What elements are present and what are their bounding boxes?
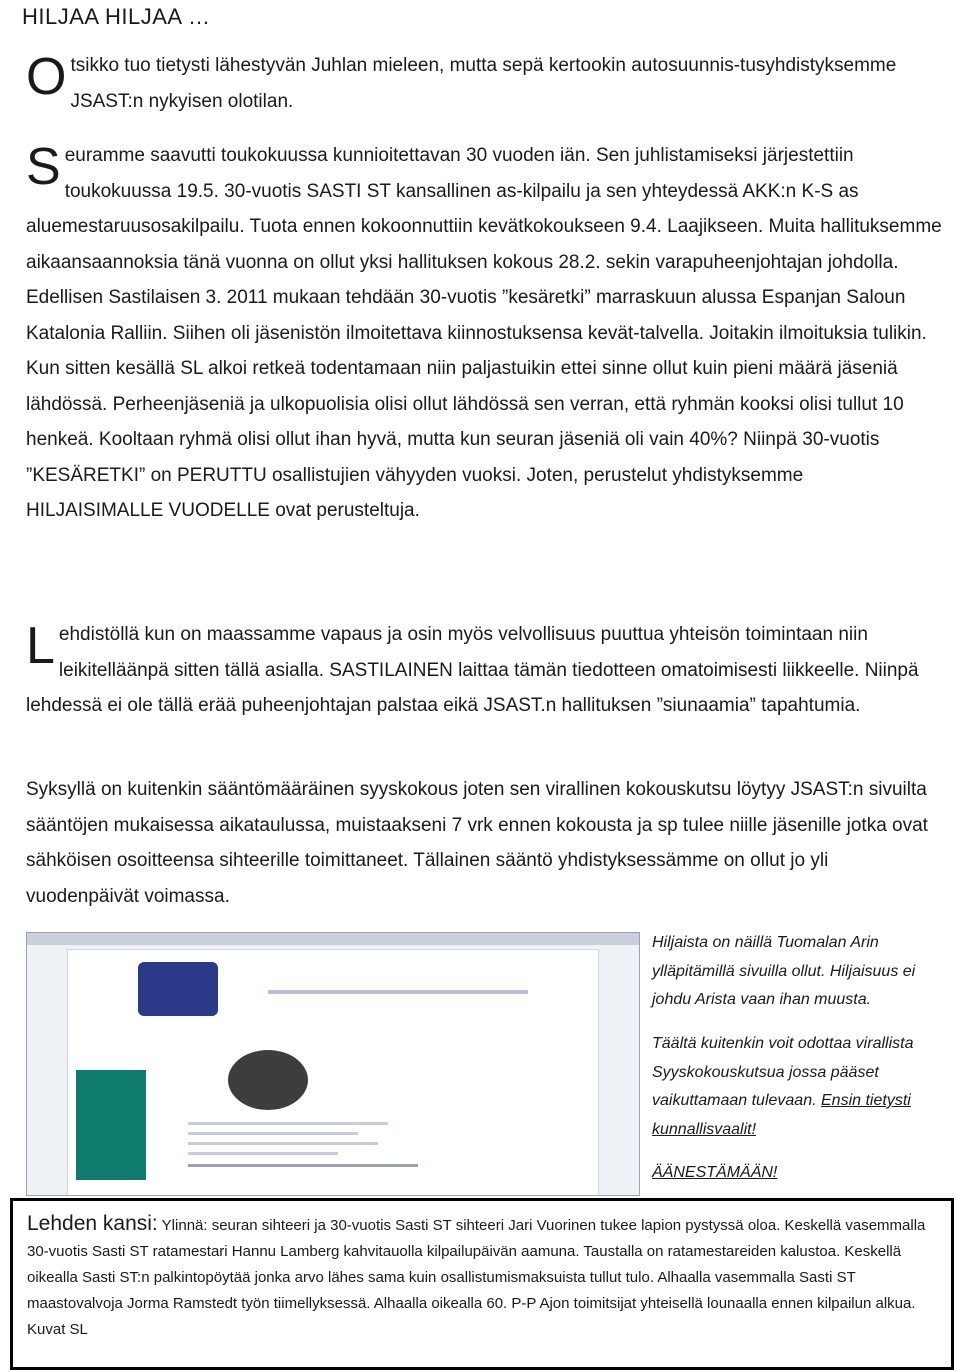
caption-text (652, 1030, 948, 1144)
paragraph-text: tsikko tuo tietysti lähestyvän Juhlan mieleen, mutta sepä kertookin autosuunnis-tusyhdistyksemme JSAST:n nykyisen olotilan. (70, 55, 897, 112)
caption-plain: Täältä kuitenkin voit odottaa virallista Syyskokouskutsua jossa pääset vaikuttamaan tulevaan. (652, 1035, 914, 1109)
website-screenshot-image (26, 932, 640, 1196)
cover-description: Ylinnä: seuran sihteeri ja 30-vuotis Sasti ST sihteeri Jari Vuorinen tukee lapion pystyssä oloa. Keskellä vasemmalla 30-vuotis Sasti ST ratamestari Hannu Lamberg kahvitauolla kilpailupäivän aamuna. Taustalla on ratamestareiden kalustoa. Keskellä oikealla Sasti ST:n palkintopöytää jonka arvo lähes sama kuin osallistumismaksuista tullut tulo. Alhaalla vasemmalla Sasti ST maastovalvoja Jorma Ramstedt työn tiimellyksessä. Alhaalla oikealla 60. P-P Ajon toimitsijat yhteisellä lounaalla ennen kilpailun alkua. Kuvat SL (27, 1217, 926, 1338)
paragraph-anniversary (26, 138, 942, 529)
vote-callout (652, 1159, 948, 1188)
paragraph-intro (26, 48, 942, 119)
content-line (188, 1164, 418, 1167)
emblem-icon (228, 1050, 308, 1110)
caption-text: Hiljaista on näillä Tuomalan Arin ylläpitämillä sivuilla ollut. Hiljaisuus ei johdu Arista vaan ihan muusta. (652, 934, 916, 1008)
caption-link[interactable]: Ensin tietysti kunnallisvaalit! (652, 1092, 911, 1138)
drop-cap: O (26, 48, 67, 106)
drop-cap: S (26, 138, 61, 196)
paragraph-text: euramme saavutti toukokuussa kunnioitettavan 30 vuoden iän. Sen juhlistamiseksi järjestettiin toukokuussa 19.5. 30-vuotis SASTI ST kansallinen as-kilpailu ja sen yhteydessä AKK:n K-S as aluemestaruusosakilpailu. Tuota ennen kokoonnuttiin kevätkokoukseen 9.4. Laajikseen. Muita hallituksemme aikaansaannoksia tänä vuonna on ollut yksi hallituksen kokous 28.2. sekin varapuheenjohtajan johdolla. Edellisen Sastilaisen 3. 2011 mukaan tehdään 30-vuotis ”kesäretki” marraskuun alussa Espanjan Saloun Katalonia Ralliin. Siihen oli jäsenistön ilmoitettava kiinnostuksensa kevät-talvella. Joitakin ilmoituksia tulikin. Kun sitten kesällä SL alkoi retkeä todentamaan niin paljastuikin ettei sinne ollut kuin pieni määrä jäseniä lähdössä. Perheenjäseniä ja ulkopuolisia olisi ollut lähdössä sen verran, että ryhmän kooksi olisi tullut 10 henkeä. Kooltaan ryhmä olisi ollut ihan hyvä, mutta kun seuran jäseniä oli vain 40%? Niinpä 30-vuotis ”KESÄRETKI” on PERUTTU osallistujien vähyyden vuoksi. Joten, perustelut yhdistyksemme HILJAISIMALLE VUODELLE ovat perusteltuja. (26, 145, 942, 521)
content-line (188, 1152, 338, 1155)
sidebar-panel (76, 1070, 146, 1180)
content-line (188, 1142, 378, 1145)
vote-link[interactable]: ÄÄNESTÄMÄÄN! (652, 1164, 778, 1181)
paragraph-text: ehdistöllä kun on maassamme vapaus ja osin myös velvollisuus puuttua yhteisön toimintaan niin leikitelläänpä sitten tällä asialla. SASTILAINEN laittaa tämän tiedotteen omatoimisesti liikkeelle. Niinpä lehdessä ei ole tällä erää puheenjohtajan palstaa eikä JSAST.n hallituksen ”siunaamia” tapahtumia. (26, 624, 919, 716)
paragraph-press (26, 617, 942, 724)
article-title: HILJAA HILJAA … (22, 4, 211, 29)
sasti-logo (138, 962, 218, 1016)
webpage-area (67, 949, 599, 1196)
content-line (188, 1122, 388, 1125)
drop-cap: L (26, 617, 55, 675)
content-line (188, 1132, 358, 1135)
header-line (268, 990, 528, 994)
cover-credits-box (10, 1198, 954, 1370)
paragraph-autumn-meeting: Syksyllä on kuitenkin sääntömääräinen syyskokous joten sen virallinen kokouskutsu löytyy JSAST:n sivuilta sääntöjen mukaisessa aikataulussa, muistaakseni 7 vrk ennen kokousta ja sp tulee niille jäsenille jotka ovat sähköisen osoitteensa sihteerille toimittaneet. Tällainen sääntö yhdistyksessämme on ollut jo yli vuodenpäivät voimassa. (26, 779, 928, 907)
cover-heading: Lehden kansi: (27, 1212, 158, 1235)
cover-credits-text (27, 1211, 933, 1343)
browser-toolbar (27, 933, 639, 945)
